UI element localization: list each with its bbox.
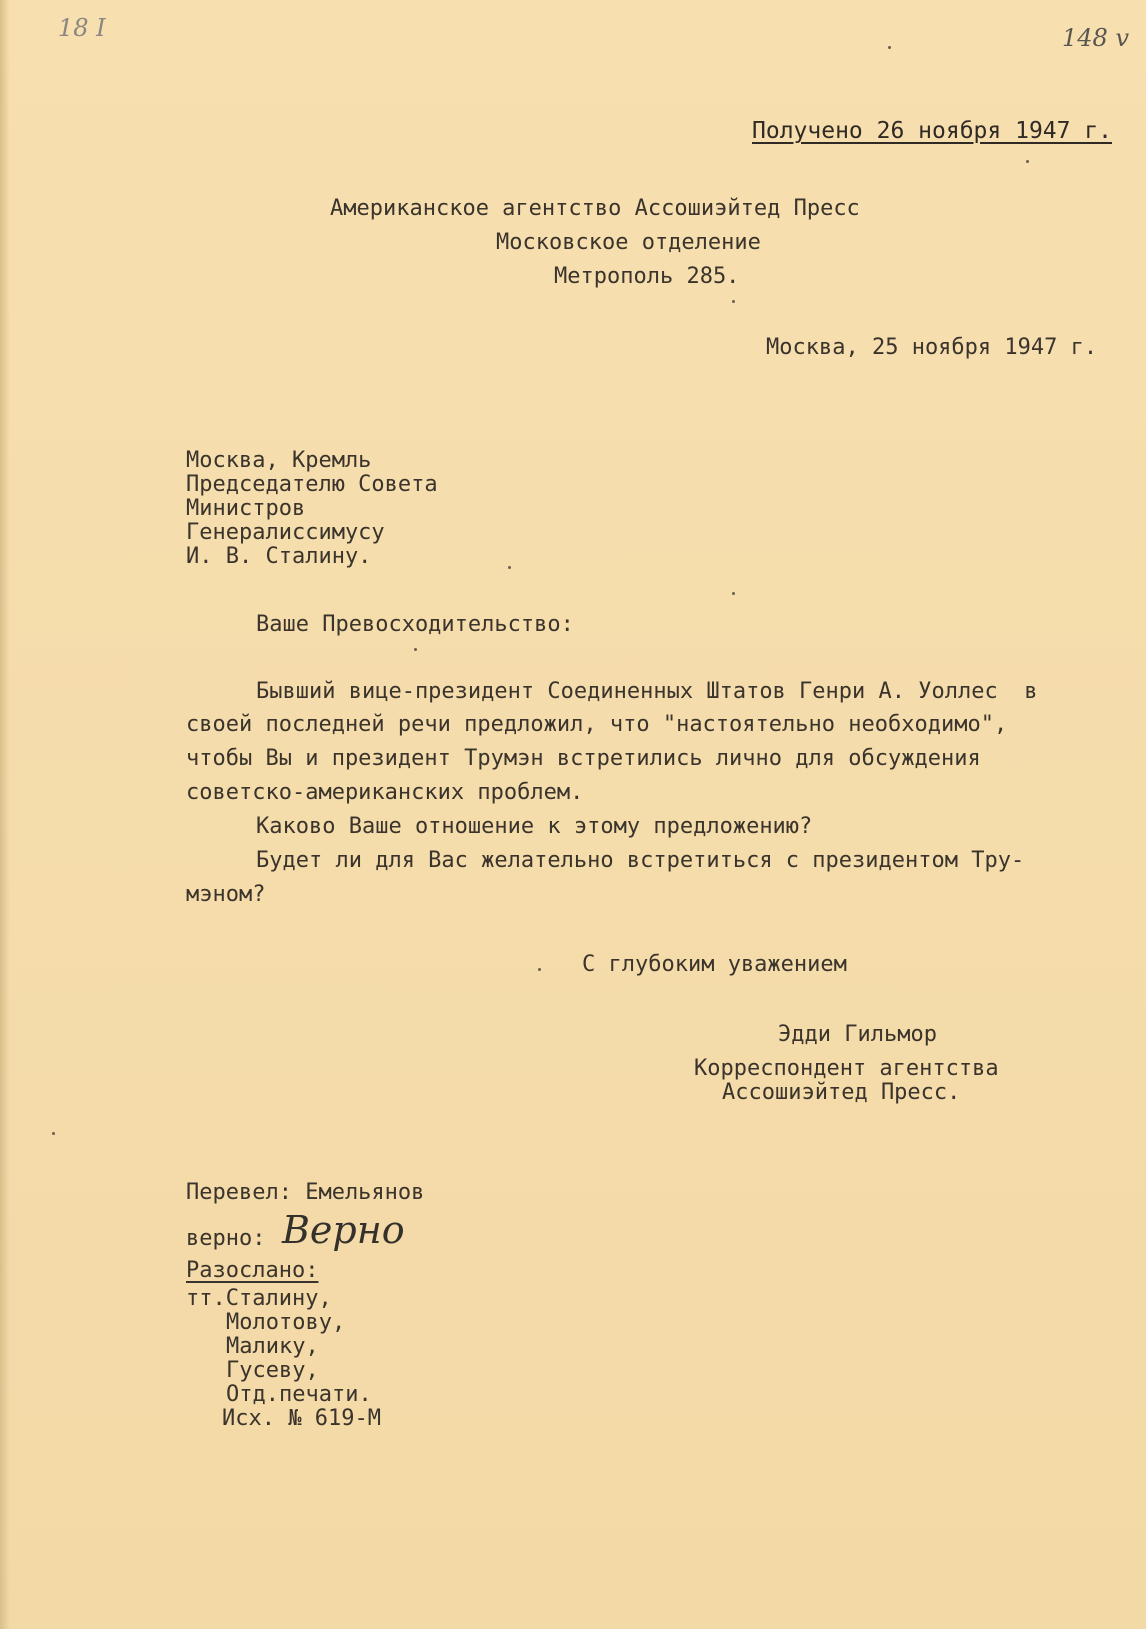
outgoing-number: Исх. № 619-М	[222, 1406, 381, 1431]
verified-signature: Верно	[282, 1208, 405, 1252]
header-line-2: Московское отделение	[496, 230, 761, 255]
margin-note-left: 18 I	[58, 14, 106, 42]
body-line-4: советско-американских проблем.	[186, 780, 584, 805]
body-line-2: своей последней речи предложил, что "настоятельно необходимо",	[186, 712, 1008, 737]
place-date: Москва, 25 ноября 1947 г.	[766, 335, 1098, 360]
paper-speck	[1026, 160, 1029, 163]
paper-speck	[888, 46, 891, 49]
signature-title-1: Корреспондент агентства	[694, 1056, 999, 1081]
translator-line: Перевел: Емельянов	[186, 1180, 425, 1205]
received-stamp: Получено 26 ноября 1947 г.	[752, 118, 1113, 144]
signature-name: Эдди Гильмор	[778, 1022, 937, 1047]
paper-speck	[414, 648, 417, 651]
addressee-line-4: Генералиссимусу	[186, 520, 385, 545]
paper-speck	[52, 1132, 55, 1135]
header-line-1: Американское агентство Ассошиэйтед Пресс	[330, 196, 860, 221]
salutation: Ваше Превосходительство:	[256, 612, 574, 637]
distribution-line-5: Отд.печати.	[226, 1382, 372, 1407]
paper-speck	[732, 300, 735, 303]
margin-note-right: 148 v	[1062, 24, 1129, 52]
body-line-6: Будет ли для Вас желательно встретиться с президентом Тру-	[256, 848, 1025, 873]
distribution-line-1: тт.Сталину,	[186, 1286, 332, 1311]
addressee-line-2: Председателю Совета	[186, 472, 438, 497]
closing: С глубоким уважением	[582, 952, 847, 977]
distributed-label: Разослано:	[186, 1258, 319, 1283]
paper-speck	[508, 566, 511, 569]
distribution-line-2: Молотову,	[226, 1310, 346, 1335]
paper-speck	[732, 592, 735, 595]
addressee-line-1: Москва, Кремль	[186, 448, 372, 473]
addressee-line-5: И. В. Сталину.	[186, 544, 372, 569]
signature-title-2: Ассошиэйтед Пресс.	[722, 1080, 961, 1105]
body-line-5: Каково Ваше отношение к этому предложению?	[256, 814, 813, 839]
body-line-7: мэном?	[186, 882, 266, 907]
paper-speck	[538, 968, 541, 971]
verified-label: верно:	[186, 1226, 266, 1251]
distribution-line-3: Малику,	[226, 1334, 319, 1359]
body-line-3: чтобы Вы и президент Трумэн встретились лично для обсуждения	[186, 746, 981, 771]
body-line-1: Бывший вице-президент Соединенных Штатов Генри А. Уоллес в	[256, 679, 1038, 704]
distribution-line-4: Гусеву,	[226, 1358, 319, 1383]
page-edge-shadow	[0, 0, 10, 1629]
addressee-line-3: Министров	[186, 496, 306, 521]
header-line-3: Метрополь 285.	[554, 264, 740, 289]
